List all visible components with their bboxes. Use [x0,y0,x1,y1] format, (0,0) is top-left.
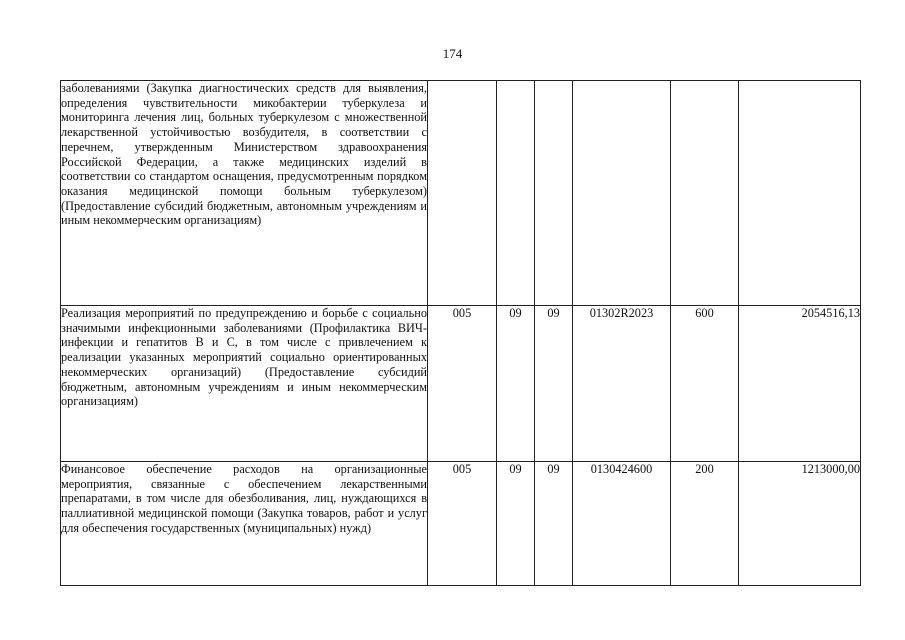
target-article-code: 0130424600 [573,462,671,586]
budget-table [60,80,861,586]
amount-value: 1213000,00 [739,462,861,586]
ministry-code [428,81,497,306]
ministry-code: 005 [428,462,497,586]
ministry-code: 005 [428,306,497,462]
row-description: заболеваниями (Закупка диагностических средств для выявления, определения чувствительности микобактерии туберкулеза и мониторинга лечения лиц, больных туберкулезом с множественной лекарственной устойчивостью возбудителя, в соответствии с перечнем, утвержденным Министерством здравоохранения Российской Федерации, а также медицинских изделий в соответствии со стандартом оснащения, предусмотренным порядком оказания медицинской помощи больным туберкулезом) (Предоставление субсидий бюджетным, автономным учреждениям и иным некоммерческим организациям) [61,81,428,306]
table-row [61,462,861,586]
table-row [61,306,861,462]
row-description: Финансовое обеспечение расходов на организационные мероприятия, связанные с обеспечением лекарственными препаратами, в том числе для обезболивания, лиц, нуждающихся в паллиативной медицинской помощи (Закупка товаров, работ и услуг для обеспечения государственных (муниципальных) нужд) [61,462,428,586]
subsection-code: 09 [535,306,573,462]
section-code: 09 [497,306,535,462]
section-code: 09 [497,462,535,586]
subsection-code [535,81,573,306]
expense-type-code [671,81,739,306]
target-article-code [573,81,671,306]
amount-value: 2054516,13 [739,306,861,462]
expense-type-code: 200 [671,462,739,586]
amount-value [739,81,861,306]
subsection-code: 09 [535,462,573,586]
page-number: 174 [442,46,463,61]
row-description: Реализация мероприятий по предупреждению и борьбе с социально значимыми инфекционными заболеваниями (Профилактика ВИЧ-инфекции и гепатитов B и C, в том числе с привлечением к реализации указанных мероприятий социально ориентированных некоммерческих организаций) (Предоставление субсидий бюджетным, автономным учреждениям и иным некоммерческим организациям) [61,306,428,462]
section-code [497,81,535,306]
expense-type-code: 600 [671,306,739,462]
table-row [61,81,861,306]
target-article-code: 01302R2023 [573,306,671,462]
